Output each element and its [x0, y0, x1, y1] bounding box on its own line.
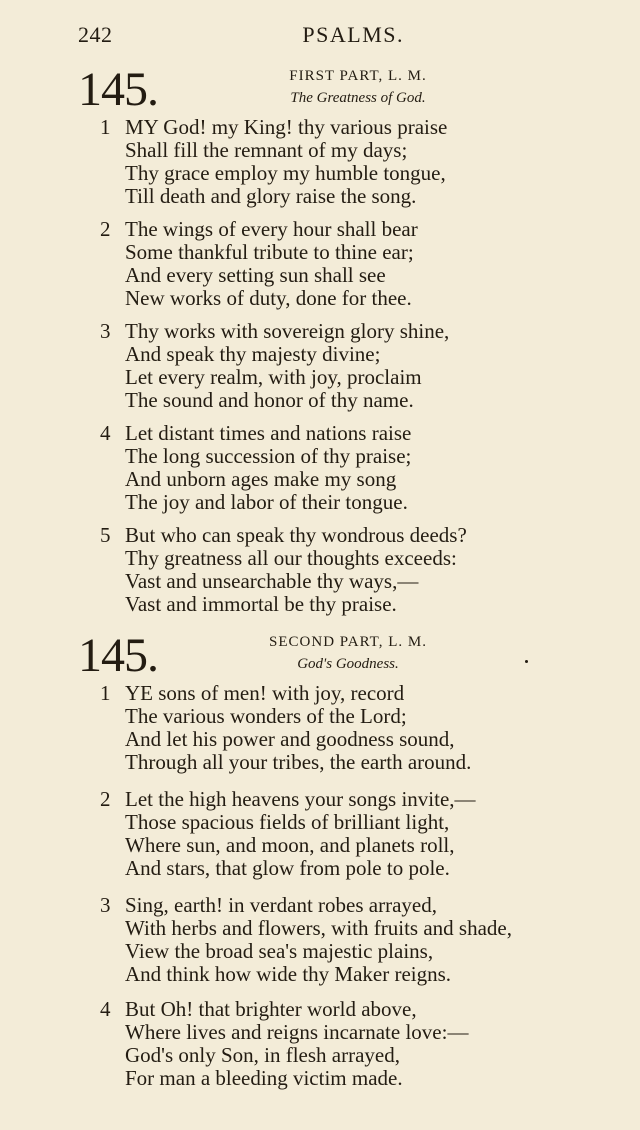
stanza-line: YE sons of men! with joy, record	[125, 681, 405, 705]
hymn-number: 145.	[78, 63, 158, 116]
stanza-line: God's only Son, in flesh arrayed,	[125, 1043, 400, 1067]
stanza-line: For man a bleeding victim made.	[125, 1066, 403, 1090]
stanza-line: Shall fill the remnant of my days;	[125, 138, 408, 162]
hymn-subtitle: The Greatness of God.	[290, 90, 426, 106]
stanza-line: Thy works with sovereign glory shine,	[125, 319, 450, 343]
page-header	[78, 22, 404, 52]
stanza-line: The sound and honor of thy name.	[125, 388, 414, 412]
stanza-line: And unborn ages make my song	[125, 467, 397, 491]
page-number: 242	[78, 22, 113, 47]
stanza-line: And every setting sun shall see	[125, 263, 386, 287]
stanza-line: And think how wide thy Maker reigns.	[125, 962, 452, 986]
stanza-number: 4	[100, 421, 111, 445]
stanza-line: But Oh! that brighter world above,	[125, 997, 417, 1021]
stanza-line: View the broad sea's majestic plains,	[125, 939, 434, 963]
stanza-number: 3	[100, 319, 111, 343]
stanza-number: 5	[100, 523, 111, 547]
stanza-line: Where sun, and moon, and planets roll,	[125, 833, 455, 857]
stanza-line: The long succession of thy praise;	[125, 444, 412, 468]
stanza-line: Vast and immortal be thy praise.	[125, 592, 397, 616]
hymn-part-title: FIRST PART, L. M.	[289, 68, 427, 84]
hymn-number: 145.	[78, 629, 158, 682]
stanza-number: 3	[100, 893, 111, 917]
stanza-line: The wings of every hour shall bear	[125, 217, 418, 241]
stanza-number: 2	[100, 787, 111, 811]
stanza-line: Thy grace employ my humble tongue,	[125, 161, 446, 185]
stanza-number: 4	[100, 997, 111, 1021]
stanza-line: Vast and unsearchable thy ways,—	[125, 569, 419, 593]
hymn-subtitle: God's Goodness.	[297, 656, 399, 672]
hymn-part-title: SECOND PART, L. M.	[269, 634, 427, 650]
printer-mark	[525, 660, 528, 663]
stanza-line: And speak thy majesty divine;	[125, 342, 381, 366]
stanza-line: Those spacious fields of brilliant light,	[125, 810, 450, 834]
stanza-number: 1	[100, 681, 111, 705]
stanza-line: MY God! my King! thy various praise	[125, 115, 448, 139]
stanza-line: Some thankful tribute to thine ear;	[125, 240, 414, 264]
stanza-line: The various wonders of the Lord;	[125, 704, 407, 728]
stanza-line: Let the high heavens your songs invite,—	[125, 787, 476, 811]
stanza-line: Sing, earth! in verdant robes arrayed,	[125, 893, 437, 917]
stanza-line: Through all your tribes, the earth around.	[125, 750, 472, 774]
stanza-line: Let distant times and nations raise	[125, 421, 412, 445]
stanza-line: Where lives and reigns incarnate love:—	[125, 1020, 469, 1044]
running-head: PSALMS.	[302, 22, 404, 47]
stanza-line: And stars, that glow from pole to pole.	[125, 856, 450, 880]
stanza-line: Let every realm, with joy, proclaim	[125, 365, 422, 389]
stanza-line: Till death and glory raise the song.	[125, 184, 417, 208]
stanza-line: But who can speak thy wondrous deeds?	[125, 523, 467, 547]
stanza-line: Thy greatness all our thoughts exceeds:	[125, 546, 457, 570]
stanza-line: With herbs and flowers, with fruits and shade,	[125, 916, 512, 940]
stanza-number: 2	[100, 217, 111, 241]
stanza-line: New works of duty, done for thee.	[125, 286, 412, 310]
stanza-line: The joy and labor of their tongue.	[125, 490, 408, 514]
stanza-line: And let his power and goodness sound,	[125, 727, 455, 751]
stanza-number: 1	[100, 115, 111, 139]
